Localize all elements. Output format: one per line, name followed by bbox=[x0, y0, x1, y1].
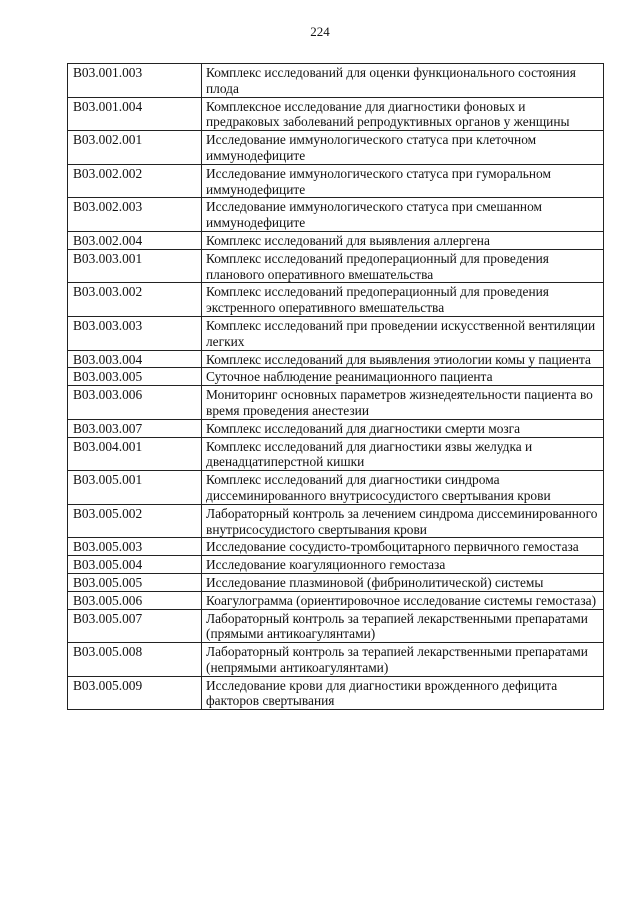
table-row bbox=[68, 609, 604, 643]
service-description: Исследование крови для диагностики врожденного дефицита факторов свертывания bbox=[202, 676, 604, 710]
service-code: B03.003.006 bbox=[68, 386, 202, 420]
table-row bbox=[68, 556, 604, 574]
service-code: B03.005.001 bbox=[68, 471, 202, 505]
service-code: B03.003.001 bbox=[68, 249, 202, 283]
service-description: Комплекс исследований при проведении искусственной вентиляции легких bbox=[202, 316, 604, 350]
service-description: Комплекс исследований предоперационный для проведения экстренного оперативного вмешательства bbox=[202, 283, 604, 317]
service-code: B03.002.002 bbox=[68, 164, 202, 198]
service-code: B03.004.001 bbox=[68, 437, 202, 471]
table-row bbox=[68, 643, 604, 677]
table-row bbox=[68, 437, 604, 471]
service-description: Комплекс исследований для выявления этиологии комы у пациента bbox=[202, 350, 604, 368]
service-code: B03.001.003 bbox=[68, 64, 202, 98]
service-code: B03.003.005 bbox=[68, 368, 202, 386]
service-description: Комплекс исследований для выявления аллергена bbox=[202, 231, 604, 249]
service-code: B03.002.001 bbox=[68, 131, 202, 165]
table-row bbox=[68, 231, 604, 249]
table-row bbox=[68, 419, 604, 437]
service-code: B03.002.004 bbox=[68, 231, 202, 249]
service-description: Лабораторный контроль за терапией лекарственными препаратами (прямыми антикоагулянтами) bbox=[202, 609, 604, 643]
service-code: B03.005.008 bbox=[68, 643, 202, 677]
service-description: Исследование иммунологического статуса при гуморальном иммунодефиците bbox=[202, 164, 604, 198]
table-row bbox=[68, 64, 604, 98]
service-description: Мониторинг основных параметров жизнедеятельности пациента во время проведения анестезии bbox=[202, 386, 604, 420]
table-row bbox=[68, 198, 604, 232]
table-row bbox=[68, 131, 604, 165]
table-row bbox=[68, 676, 604, 710]
service-description: Комплекс исследований предоперационный для проведения планового оперативного вмешательства bbox=[202, 249, 604, 283]
table-row bbox=[68, 573, 604, 591]
services-table-body bbox=[68, 64, 604, 710]
service-code: B03.003.004 bbox=[68, 350, 202, 368]
table-row bbox=[68, 386, 604, 420]
service-code: B03.003.007 bbox=[68, 419, 202, 437]
service-code: B03.005.003 bbox=[68, 538, 202, 556]
table-row bbox=[68, 316, 604, 350]
service-code: B03.003.003 bbox=[68, 316, 202, 350]
service-code: B03.005.005 bbox=[68, 573, 202, 591]
service-code: B03.005.009 bbox=[68, 676, 202, 710]
table-row bbox=[68, 504, 604, 538]
service-description: Исследование иммунологического статуса при смешанном иммунодефиците bbox=[202, 198, 604, 232]
table-row bbox=[68, 97, 604, 131]
service-description: Комплекс исследований для оценки функционального состояния плода bbox=[202, 64, 604, 98]
table-row bbox=[68, 249, 604, 283]
table-row bbox=[68, 164, 604, 198]
page-number: 224 bbox=[310, 24, 330, 39]
service-description: Комплекс исследований для диагностики синдрома диссеминированного внутрисосудистого свертывания крови bbox=[202, 471, 604, 505]
table-row bbox=[68, 368, 604, 386]
table-row bbox=[68, 591, 604, 609]
service-code: B03.003.002 bbox=[68, 283, 202, 317]
services-table bbox=[67, 63, 604, 710]
service-description: Суточное наблюдение реанимационного пациента bbox=[202, 368, 604, 386]
service-description: Лабораторный контроль за терапией лекарственными препаратами (непрямыми антикоагулянтами) bbox=[202, 643, 604, 677]
service-description: Коагулограмма (ориентировочное исследование системы гемостаза) bbox=[202, 591, 604, 609]
service-description: Комплексное исследование для диагностики фоновых и предраковых заболеваний репродуктивных органов у женщины bbox=[202, 97, 604, 131]
service-code: B03.001.004 bbox=[68, 97, 202, 131]
table-row bbox=[68, 538, 604, 556]
table-row bbox=[68, 283, 604, 317]
service-description: Комплекс исследований для диагностики смерти мозга bbox=[202, 419, 604, 437]
service-description: Комплекс исследований для диагностики язвы желудка и двенадцатиперстной кишки bbox=[202, 437, 604, 471]
service-description: Исследование плазминовой (фибринолитической) системы bbox=[202, 573, 604, 591]
table-row bbox=[68, 350, 604, 368]
table-row bbox=[68, 471, 604, 505]
service-description: Исследование коагуляционного гемостаза bbox=[202, 556, 604, 574]
service-code: B03.005.006 bbox=[68, 591, 202, 609]
service-code: B03.005.007 bbox=[68, 609, 202, 643]
service-code: B03.002.003 bbox=[68, 198, 202, 232]
service-description: Лабораторный контроль за лечением синдрома диссеминированного внутрисосудистого свертывания крови bbox=[202, 504, 604, 538]
service-code: B03.005.004 bbox=[68, 556, 202, 574]
service-description: Исследование иммунологического статуса при клеточном иммунодефиците bbox=[202, 131, 604, 165]
service-code: B03.005.002 bbox=[68, 504, 202, 538]
service-description: Исследование сосудисто-тромбоцитарного первичного гемостаза bbox=[202, 538, 604, 556]
